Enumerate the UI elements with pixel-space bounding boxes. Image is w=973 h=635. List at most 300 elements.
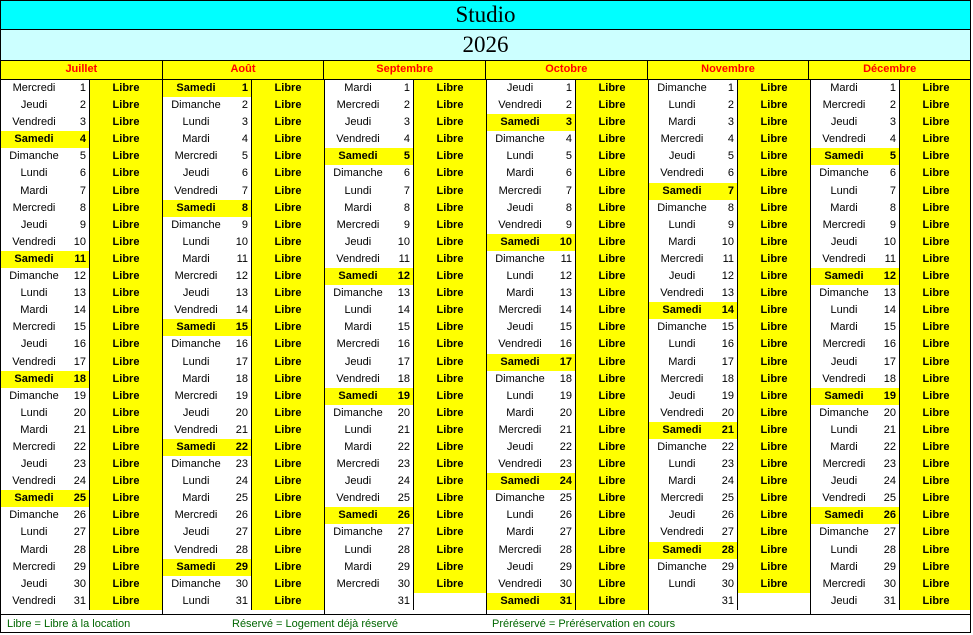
day-status-badge[interactable]: Libre	[575, 200, 648, 217]
day-status-badge[interactable]: Libre	[89, 388, 162, 405]
day-row[interactable]	[325, 251, 486, 268]
day-row[interactable]	[649, 217, 810, 234]
day-status-badge[interactable]: Libre	[413, 302, 486, 319]
day-row[interactable]	[163, 302, 324, 319]
day-status-badge[interactable]: Libre	[899, 285, 970, 302]
day-status-badge[interactable]: Libre	[575, 302, 648, 319]
day-row[interactable]	[811, 593, 970, 610]
day-status-badge[interactable]: Libre	[251, 114, 324, 131]
day-status-badge[interactable]: Libre	[251, 371, 324, 388]
day-row[interactable]	[163, 131, 324, 148]
day-status-badge[interactable]: Libre	[899, 405, 970, 422]
day-status-badge[interactable]: Libre	[89, 422, 162, 439]
day-row[interactable]	[811, 371, 970, 388]
day-status-badge[interactable]: Libre	[413, 473, 486, 490]
day-status-badge[interactable]: Libre	[413, 234, 486, 251]
day-row[interactable]	[1, 439, 162, 456]
day-row[interactable]	[649, 354, 810, 371]
day-row[interactable]	[811, 251, 970, 268]
day-row[interactable]	[1, 148, 162, 165]
day-status-badge[interactable]: Libre	[575, 114, 648, 131]
day-status-badge[interactable]: Libre	[251, 456, 324, 473]
day-row[interactable]	[325, 183, 486, 200]
day-status-badge[interactable]: Libre	[413, 524, 486, 541]
day-row[interactable]	[487, 593, 648, 610]
day-row[interactable]	[163, 542, 324, 559]
day-status-badge[interactable]: Libre	[89, 319, 162, 336]
day-status-badge[interactable]: Libre	[899, 336, 970, 353]
day-status-badge[interactable]: Libre	[413, 490, 486, 507]
day-status-badge[interactable]: Libre	[89, 80, 162, 97]
day-row[interactable]	[163, 234, 324, 251]
day-row[interactable]	[811, 490, 970, 507]
day-status-badge[interactable]: Libre	[413, 114, 486, 131]
day-status-badge[interactable]: Libre	[899, 371, 970, 388]
day-row[interactable]	[1, 593, 162, 610]
day-row[interactable]	[1, 183, 162, 200]
day-row[interactable]	[1, 285, 162, 302]
day-row[interactable]	[163, 422, 324, 439]
day-status-badge[interactable]: Libre	[413, 319, 486, 336]
day-status-badge[interactable]: Libre	[251, 183, 324, 200]
day-row[interactable]	[649, 439, 810, 456]
day-row[interactable]	[487, 148, 648, 165]
day-status-badge[interactable]: Libre	[251, 559, 324, 576]
day-row[interactable]	[487, 319, 648, 336]
day-row[interactable]	[325, 422, 486, 439]
day-row[interactable]	[487, 388, 648, 405]
day-row[interactable]	[1, 302, 162, 319]
day-status-badge[interactable]: Libre	[251, 388, 324, 405]
day-row[interactable]	[487, 524, 648, 541]
day-status-badge[interactable]: Libre	[575, 542, 648, 559]
day-row[interactable]	[163, 285, 324, 302]
day-row[interactable]	[487, 114, 648, 131]
day-row[interactable]	[325, 473, 486, 490]
day-row[interactable]	[811, 542, 970, 559]
day-status-badge[interactable]: Libre	[251, 217, 324, 234]
day-row[interactable]	[163, 593, 324, 610]
day-row[interactable]	[163, 251, 324, 268]
day-status-badge[interactable]: Libre	[89, 165, 162, 182]
day-status-badge[interactable]: Libre	[251, 576, 324, 593]
day-row[interactable]	[325, 576, 486, 593]
day-row[interactable]	[325, 336, 486, 353]
day-row[interactable]	[163, 183, 324, 200]
day-status-badge[interactable]: Libre	[575, 319, 648, 336]
day-status-badge[interactable]: Libre	[251, 354, 324, 371]
day-row[interactable]	[649, 80, 810, 97]
day-row[interactable]	[487, 200, 648, 217]
day-row[interactable]	[649, 251, 810, 268]
day-status-badge[interactable]: Libre	[413, 422, 486, 439]
day-row[interactable]	[163, 507, 324, 524]
day-status-badge[interactable]: Libre	[89, 490, 162, 507]
day-row[interactable]	[325, 559, 486, 576]
day-row[interactable]	[163, 268, 324, 285]
day-status-badge[interactable]: Libre	[737, 524, 810, 541]
day-status-badge[interactable]: Libre	[89, 405, 162, 422]
day-status-badge[interactable]: Libre	[899, 388, 970, 405]
day-row[interactable]	[325, 542, 486, 559]
day-row[interactable]	[325, 593, 486, 610]
day-row[interactable]	[811, 576, 970, 593]
day-status-badge[interactable]: Libre	[89, 542, 162, 559]
day-row[interactable]	[1, 473, 162, 490]
day-status-badge[interactable]: Libre	[899, 559, 970, 576]
day-status-badge[interactable]: Libre	[575, 336, 648, 353]
day-row[interactable]	[811, 131, 970, 148]
day-row[interactable]	[487, 336, 648, 353]
day-row[interactable]	[487, 285, 648, 302]
day-status-badge[interactable]: Libre	[575, 490, 648, 507]
day-status-badge[interactable]: Libre	[737, 114, 810, 131]
day-row[interactable]	[649, 97, 810, 114]
day-row[interactable]	[649, 422, 810, 439]
day-status-badge[interactable]: Libre	[737, 285, 810, 302]
day-row[interactable]	[811, 456, 970, 473]
day-row[interactable]	[163, 473, 324, 490]
day-row[interactable]	[811, 285, 970, 302]
day-row[interactable]	[649, 456, 810, 473]
day-row[interactable]	[649, 148, 810, 165]
day-status-badge[interactable]: Libre	[251, 422, 324, 439]
day-row[interactable]	[811, 422, 970, 439]
day-status-badge[interactable]: Libre	[737, 165, 810, 182]
day-status-badge[interactable]: Libre	[89, 148, 162, 165]
day-status-badge[interactable]: Libre	[413, 559, 486, 576]
day-row[interactable]	[487, 456, 648, 473]
day-status-badge[interactable]: Libre	[575, 183, 648, 200]
day-row[interactable]	[649, 336, 810, 353]
day-row[interactable]	[1, 97, 162, 114]
day-status-badge[interactable]: Libre	[89, 336, 162, 353]
day-status-badge[interactable]: Libre	[575, 422, 648, 439]
day-status-badge[interactable]: Libre	[899, 473, 970, 490]
day-status-badge[interactable]: Libre	[575, 371, 648, 388]
day-status-badge[interactable]: Libre	[575, 80, 648, 97]
day-status-badge[interactable]: Libre	[251, 234, 324, 251]
day-status-badge[interactable]: Libre	[413, 354, 486, 371]
day-status-badge[interactable]: Libre	[737, 354, 810, 371]
day-row[interactable]	[163, 371, 324, 388]
day-row[interactable]	[325, 388, 486, 405]
day-status-badge[interactable]: Libre	[899, 200, 970, 217]
day-row[interactable]	[487, 473, 648, 490]
day-status-badge[interactable]: Libre	[413, 148, 486, 165]
day-row[interactable]	[649, 268, 810, 285]
day-row[interactable]	[487, 165, 648, 182]
day-status-badge[interactable]: Libre	[737, 148, 810, 165]
day-row[interactable]	[487, 97, 648, 114]
day-row[interactable]	[649, 114, 810, 131]
day-status-badge[interactable]: Libre	[737, 456, 810, 473]
day-row[interactable]	[163, 165, 324, 182]
day-row[interactable]	[811, 473, 970, 490]
day-status-badge[interactable]: Libre	[899, 80, 970, 97]
day-row[interactable]	[811, 148, 970, 165]
day-status-badge[interactable]: Libre	[899, 490, 970, 507]
day-status-badge[interactable]: Libre	[89, 217, 162, 234]
day-row[interactable]	[325, 319, 486, 336]
day-row[interactable]	[649, 131, 810, 148]
day-status-badge[interactable]: Libre	[89, 131, 162, 148]
day-row[interactable]	[811, 200, 970, 217]
day-status-badge[interactable]: Libre	[899, 422, 970, 439]
day-status-badge[interactable]: Libre	[899, 302, 970, 319]
day-row[interactable]	[487, 576, 648, 593]
day-status-badge[interactable]: Libre	[413, 217, 486, 234]
day-row[interactable]	[1, 422, 162, 439]
day-status-badge[interactable]: Libre	[575, 251, 648, 268]
day-row[interactable]	[163, 336, 324, 353]
day-status-badge[interactable]: Libre	[413, 285, 486, 302]
day-status-badge[interactable]: Libre	[737, 183, 810, 200]
day-status-badge[interactable]: Libre	[89, 354, 162, 371]
day-status-badge[interactable]: Libre	[899, 593, 970, 610]
day-status-badge[interactable]: Libre	[899, 217, 970, 234]
day-status-badge[interactable]: Libre	[413, 456, 486, 473]
day-status-badge[interactable]: Libre	[413, 405, 486, 422]
day-status-badge[interactable]: Libre	[89, 593, 162, 610]
day-row[interactable]	[163, 148, 324, 165]
day-row[interactable]	[487, 183, 648, 200]
day-status-badge[interactable]: Libre	[737, 422, 810, 439]
day-row[interactable]	[325, 456, 486, 473]
day-status-badge[interactable]: Libre	[251, 593, 324, 610]
day-row[interactable]	[1, 165, 162, 182]
day-row[interactable]	[325, 114, 486, 131]
day-status-badge[interactable]: Libre	[413, 80, 486, 97]
day-row[interactable]	[811, 507, 970, 524]
day-status-badge[interactable]: Libre	[899, 97, 970, 114]
day-status-badge[interactable]	[413, 593, 486, 610]
day-status-badge[interactable]: Libre	[575, 354, 648, 371]
day-row[interactable]	[1, 217, 162, 234]
day-row[interactable]	[163, 405, 324, 422]
day-row[interactable]	[163, 217, 324, 234]
day-status-badge[interactable]: Libre	[575, 234, 648, 251]
day-row[interactable]	[1, 388, 162, 405]
day-status-badge[interactable]: Libre	[737, 405, 810, 422]
day-status-badge[interactable]: Libre	[737, 80, 810, 97]
day-status-badge[interactable]: Libre	[251, 507, 324, 524]
day-row[interactable]	[649, 559, 810, 576]
day-row[interactable]	[811, 559, 970, 576]
day-row[interactable]	[487, 439, 648, 456]
day-row[interactable]	[325, 302, 486, 319]
day-status-badge[interactable]: Libre	[251, 405, 324, 422]
day-row[interactable]	[325, 200, 486, 217]
day-row[interactable]	[1, 131, 162, 148]
day-status-badge[interactable]: Libre	[251, 319, 324, 336]
day-status-badge[interactable]: Libre	[89, 439, 162, 456]
day-row[interactable]	[649, 490, 810, 507]
day-row[interactable]	[1, 490, 162, 507]
day-status-badge[interactable]: Libre	[89, 268, 162, 285]
day-status-badge[interactable]: Libre	[413, 371, 486, 388]
day-row[interactable]	[1, 268, 162, 285]
day-status-badge[interactable]: Libre	[737, 336, 810, 353]
day-status-badge[interactable]: Libre	[89, 456, 162, 473]
day-row[interactable]	[487, 302, 648, 319]
day-status-badge[interactable]: Libre	[899, 148, 970, 165]
day-row[interactable]	[325, 405, 486, 422]
day-status-badge[interactable]: Libre	[737, 439, 810, 456]
day-status-badge[interactable]: Libre	[251, 251, 324, 268]
day-row[interactable]	[811, 354, 970, 371]
day-status-badge[interactable]: Libre	[413, 200, 486, 217]
day-row[interactable]	[649, 388, 810, 405]
day-row[interactable]	[649, 183, 810, 200]
day-status-badge[interactable]: Libre	[737, 302, 810, 319]
day-status-badge[interactable]: Libre	[575, 268, 648, 285]
day-status-badge[interactable]: Libre	[737, 559, 810, 576]
day-row[interactable]	[163, 354, 324, 371]
day-row[interactable]	[649, 302, 810, 319]
day-status-badge[interactable]: Libre	[899, 131, 970, 148]
day-row[interactable]	[487, 217, 648, 234]
day-row[interactable]	[811, 268, 970, 285]
day-row[interactable]	[487, 234, 648, 251]
day-row[interactable]	[811, 524, 970, 541]
day-status-badge[interactable]: Libre	[575, 405, 648, 422]
day-status-badge[interactable]: Libre	[413, 97, 486, 114]
day-status-badge[interactable]: Libre	[575, 507, 648, 524]
day-status-badge[interactable]: Libre	[413, 576, 486, 593]
day-row[interactable]	[325, 234, 486, 251]
day-status-badge[interactable]: Libre	[413, 507, 486, 524]
day-status-badge[interactable]: Libre	[413, 251, 486, 268]
day-status-badge[interactable]: Libre	[413, 131, 486, 148]
day-status-badge[interactable]: Libre	[575, 285, 648, 302]
day-row[interactable]	[163, 97, 324, 114]
day-row[interactable]	[163, 559, 324, 576]
day-status-badge[interactable]: Libre	[251, 490, 324, 507]
day-status-badge[interactable]: Libre	[413, 268, 486, 285]
day-status-badge[interactable]: Libre	[89, 285, 162, 302]
day-row[interactable]	[811, 80, 970, 97]
day-status-badge[interactable]: Libre	[899, 165, 970, 182]
day-row[interactable]	[487, 131, 648, 148]
day-status-badge[interactable]: Libre	[737, 268, 810, 285]
day-status-badge[interactable]	[737, 593, 810, 610]
day-row[interactable]	[1, 542, 162, 559]
day-row[interactable]	[649, 371, 810, 388]
day-status-badge[interactable]: Libre	[413, 542, 486, 559]
day-status-badge[interactable]: Libre	[737, 371, 810, 388]
day-status-badge[interactable]: Libre	[413, 165, 486, 182]
day-row[interactable]	[163, 490, 324, 507]
day-row[interactable]	[811, 114, 970, 131]
day-row[interactable]	[163, 456, 324, 473]
day-row[interactable]	[1, 354, 162, 371]
day-row[interactable]	[649, 234, 810, 251]
day-row[interactable]	[1, 80, 162, 97]
day-status-badge[interactable]: Libre	[899, 114, 970, 131]
day-row[interactable]	[1, 336, 162, 353]
day-row[interactable]	[811, 336, 970, 353]
day-status-badge[interactable]: Libre	[413, 388, 486, 405]
day-status-badge[interactable]: Libre	[251, 268, 324, 285]
day-row[interactable]	[487, 80, 648, 97]
day-row[interactable]	[325, 439, 486, 456]
day-status-badge[interactable]: Libre	[899, 268, 970, 285]
day-row[interactable]	[325, 131, 486, 148]
day-status-badge[interactable]: Libre	[89, 302, 162, 319]
day-row[interactable]	[811, 319, 970, 336]
day-row[interactable]	[649, 165, 810, 182]
day-row[interactable]	[811, 183, 970, 200]
day-status-badge[interactable]: Libre	[899, 439, 970, 456]
day-row[interactable]	[1, 251, 162, 268]
day-row[interactable]	[163, 576, 324, 593]
day-status-badge[interactable]: Libre	[575, 524, 648, 541]
day-row[interactable]	[649, 576, 810, 593]
day-status-badge[interactable]: Libre	[737, 576, 810, 593]
day-row[interactable]	[1, 524, 162, 541]
day-row[interactable]	[487, 490, 648, 507]
day-status-badge[interactable]: Libre	[575, 439, 648, 456]
day-status-badge[interactable]: Libre	[89, 473, 162, 490]
day-row[interactable]	[649, 405, 810, 422]
day-status-badge[interactable]: Libre	[251, 97, 324, 114]
day-row[interactable]	[811, 165, 970, 182]
day-row[interactable]	[487, 405, 648, 422]
day-row[interactable]	[1, 456, 162, 473]
day-row[interactable]	[811, 302, 970, 319]
day-status-badge[interactable]: Libre	[737, 388, 810, 405]
day-row[interactable]	[325, 371, 486, 388]
day-status-badge[interactable]: Libre	[737, 490, 810, 507]
day-status-badge[interactable]: Libre	[899, 319, 970, 336]
day-status-badge[interactable]: Libre	[251, 302, 324, 319]
day-row[interactable]	[649, 473, 810, 490]
day-status-badge[interactable]: Libre	[899, 456, 970, 473]
day-row[interactable]	[487, 422, 648, 439]
day-status-badge[interactable]: Libre	[575, 131, 648, 148]
day-row[interactable]	[649, 200, 810, 217]
day-status-badge[interactable]: Libre	[251, 285, 324, 302]
day-status-badge[interactable]: Libre	[737, 251, 810, 268]
day-row[interactable]	[163, 524, 324, 541]
day-row[interactable]	[649, 319, 810, 336]
day-status-badge[interactable]: Libre	[89, 371, 162, 388]
day-row[interactable]	[325, 268, 486, 285]
day-row[interactable]	[487, 542, 648, 559]
day-status-badge[interactable]: Libre	[575, 456, 648, 473]
day-row[interactable]	[1, 371, 162, 388]
day-status-badge[interactable]: Libre	[89, 576, 162, 593]
day-row[interactable]	[325, 148, 486, 165]
day-row[interactable]	[487, 371, 648, 388]
day-row[interactable]	[325, 354, 486, 371]
day-status-badge[interactable]: Libre	[899, 183, 970, 200]
day-status-badge[interactable]: Libre	[575, 217, 648, 234]
day-status-badge[interactable]: Libre	[251, 165, 324, 182]
day-row[interactable]	[1, 319, 162, 336]
day-row[interactable]	[163, 439, 324, 456]
day-row[interactable]	[1, 559, 162, 576]
day-status-badge[interactable]: Libre	[899, 507, 970, 524]
day-row[interactable]	[811, 217, 970, 234]
day-row[interactable]	[163, 114, 324, 131]
day-row[interactable]	[325, 490, 486, 507]
day-row[interactable]	[1, 405, 162, 422]
day-status-badge[interactable]: Libre	[575, 559, 648, 576]
day-row[interactable]	[811, 234, 970, 251]
day-row[interactable]	[163, 388, 324, 405]
